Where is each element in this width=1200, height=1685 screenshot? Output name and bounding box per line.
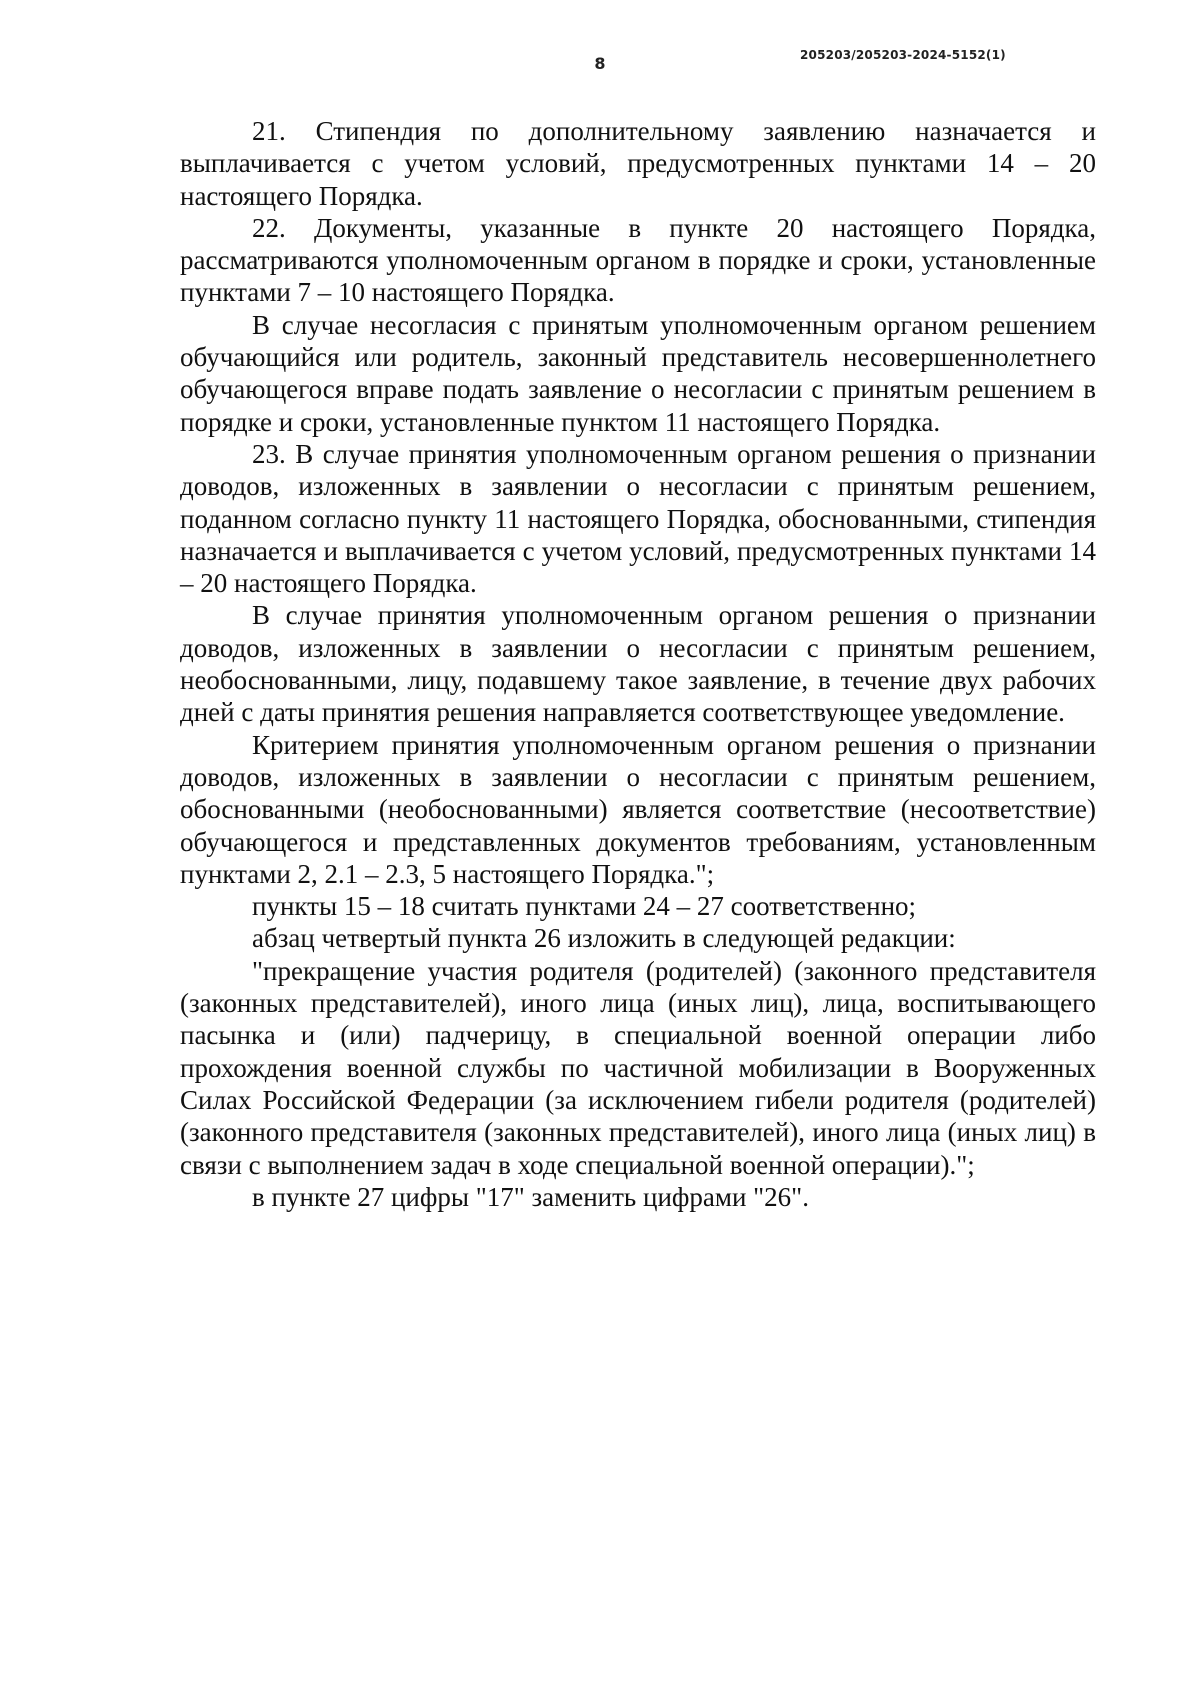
paragraph-point-27: в пункте 27 цифры "17" заменить цифрами "26". bbox=[252, 1181, 809, 1212]
paragraph-23-criterion: Критерием принятия уполномоченным органом решения о признании доводов, изложенных в заявлении о несогласии с принятым решением, обоснованными (необоснованными) является соответствие (несоответствие) обучающегося и представленных документов требованиям, установленным пунктами 2, 2.1 – 2.3, 5 настоящего Порядка."; bbox=[180, 729, 1096, 889]
document-id: 205203/205203-2024-5152(1) bbox=[800, 48, 1006, 62]
document-body bbox=[180, 115, 1096, 1213]
paragraph-23-unfounded: В случае принятия уполномоченным органом решения о признании доводов, изложенных в заявлении о несогласии с принятым решением, необоснованными, лицу, подавшему такое заявление, в течение двух рабочих дней с даты принятия решения направляется соответствующее уведомление. bbox=[180, 600, 1096, 728]
paragraph-amendment-text: "прекращение участия родителя (родителей) (законного представителя (законных представителей), иного лица (иных лиц), лица, воспитывающего пасынка и (или) падчерицу, в специальной военной операции либо прохождения военной службы по частичной мобилизации в Вооруженных Силах Российской Федерации (за исключением гибели родителя (родителей) (законного представителя (законных представителей), иного лица (иных лиц) в связи с выполнением задач в ходе специальной военной операции)."; bbox=[180, 955, 1096, 1180]
page-number: 8 bbox=[594, 54, 606, 73]
paragraph-22-disagreement: В случае несогласия с принятым уполномоченным органом решением обучающийся или родитель, законный представитель несовершеннолетнего обучающегося вправе подать заявление о несогласии с принятым решением в порядке и сроки, установленные пунктом 11 настоящего Порядка. bbox=[180, 309, 1096, 437]
paragraph-23: 23. В случае принятия уполномоченным органом решения о признании доводов, изложенных в заявлении о несогласии с принятым решением, поданном согласно пункту 11 настоящего Порядка, обоснованными, стипендия назначается и выплачивается с учетом условий, предусмотренных пунктами 14 – 20 настоящего Порядка. bbox=[180, 438, 1096, 599]
paragraph-renumbering: пункты 15 – 18 считать пунктами 24 – 27 соответственно; bbox=[252, 891, 917, 922]
paragraph-21: 21. Стипендия по дополнительному заявлению назначается и выплачивается с учетом условий, предусмотренных пунктами 14 – 20 настоящего Порядка. bbox=[180, 116, 1096, 211]
paragraph-amendment-intro: абзац четвертый пункта 26 изложить в следующей редакции: bbox=[252, 923, 956, 954]
paragraph-22: 22. Документы, указанные в пункте 20 настоящего Порядка, рассматриваются уполномоченным органом в порядке и сроки, установленные пунктами 7 – 10 настоящего Порядка. bbox=[180, 212, 1096, 308]
